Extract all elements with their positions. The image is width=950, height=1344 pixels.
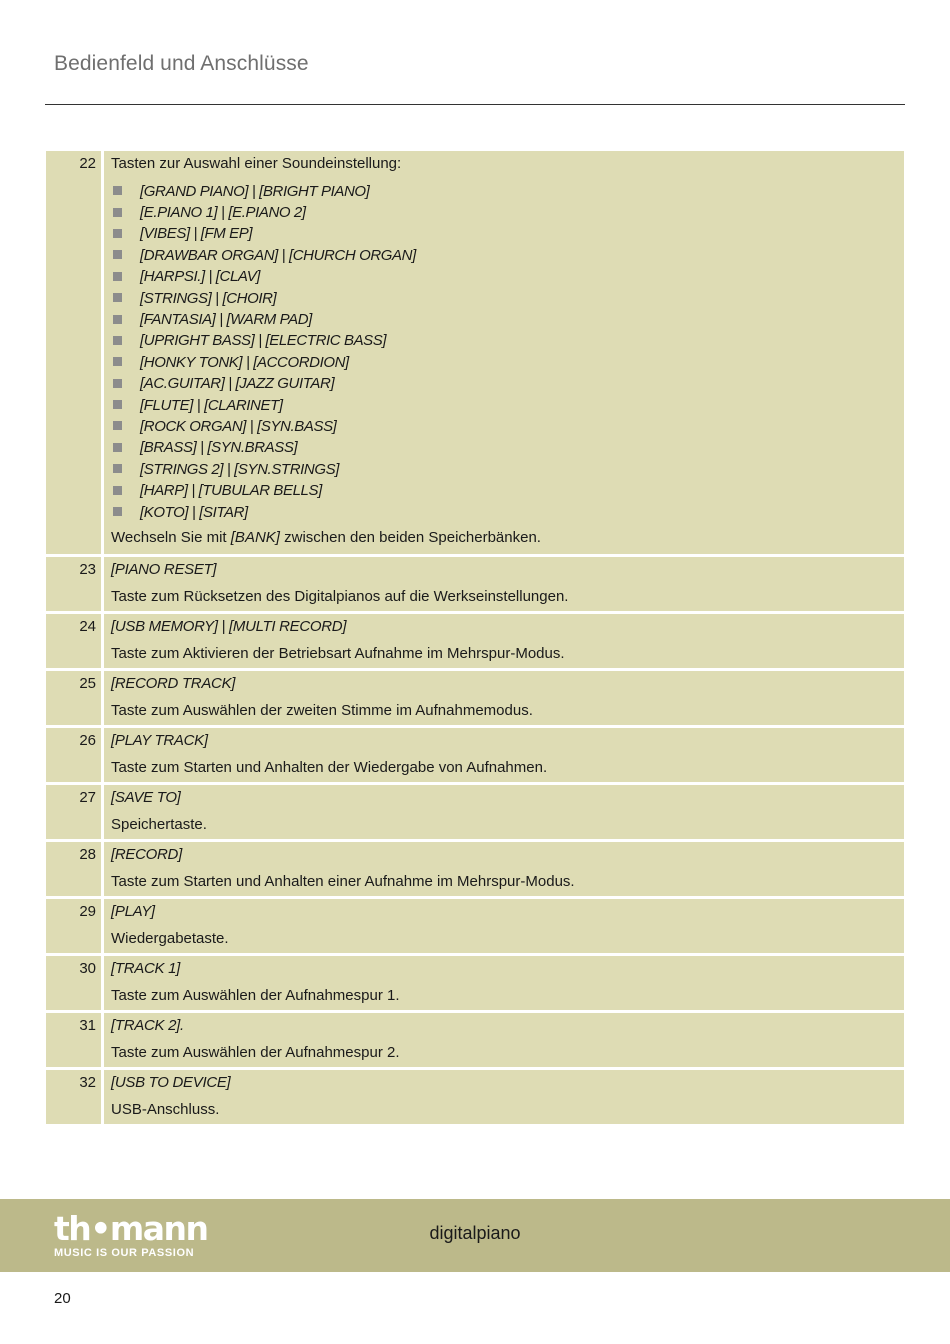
row-description (104, 671, 904, 725)
sound-button-label: [AC.GUITAR] | [JAZZ GUITAR] (140, 375, 335, 393)
button-key-label: [PLAY] (111, 903, 155, 921)
button-description: Taste zum Starten und Anhalten einer Aufnahme im Mehrspur-Modus. (111, 873, 575, 891)
sound-button-item (111, 288, 896, 309)
sound-button-label: [FANTASIA] | [WARM PAD] (140, 311, 312, 329)
sound-button-list (111, 181, 896, 523)
sound-button-item (111, 224, 896, 245)
button-description: Taste zum Auswählen der Aufnahmespur 2. (111, 1044, 400, 1062)
button-key-label: [USB MEMORY] | [MULTI RECORD] (111, 618, 347, 636)
row-description (104, 1013, 904, 1067)
row-number: 32 (46, 1070, 101, 1124)
button-key-label: [RECORD] (111, 846, 182, 864)
button-description: USB-Anschluss. (111, 1101, 220, 1119)
button-key-label: [USB TO DEVICE] (111, 1074, 231, 1092)
square-bullet-icon (113, 421, 122, 430)
table-row (46, 728, 904, 782)
square-bullet-icon (113, 315, 122, 324)
logo-wordmark: th•mann (54, 1209, 208, 1248)
sound-button-item (111, 267, 896, 288)
sound-button-label: [DRAWBAR ORGAN] | [CHURCH ORGAN] (140, 246, 416, 264)
square-bullet-icon (113, 464, 122, 473)
sound-button-label: [E.PIANO 1] | [E.PIANO 2] (140, 204, 306, 222)
sound-button-label: [HONKY TONK] | [ACCORDION] (140, 353, 349, 371)
table-row (46, 151, 904, 554)
sound-button-label: [ROCK ORGAN] | [SYN.BASS] (140, 417, 337, 435)
row-description (104, 956, 904, 1010)
row-description (104, 728, 904, 782)
square-bullet-icon (113, 186, 122, 195)
button-description: Taste zum Auswählen der zweiten Stimme im Aufnahmemodus. (111, 702, 533, 720)
square-bullet-icon (113, 443, 122, 452)
square-bullet-icon (113, 379, 122, 388)
sound-button-label: [STRINGS] | [CHOIR] (140, 289, 277, 307)
row-number: 29 (46, 899, 101, 953)
table-row (46, 1070, 904, 1124)
product-name: digitalpiano (429, 1223, 521, 1243)
table-row (46, 899, 904, 953)
button-description: Taste zum Aktivieren der Betriebsart Aufnahme im Mehrspur-Modus. (111, 645, 565, 663)
row-description (104, 614, 904, 668)
button-key-label: [PIANO RESET] (111, 561, 217, 579)
sound-button-item (111, 202, 896, 223)
square-bullet-icon (113, 229, 122, 238)
sound-button-item (111, 395, 896, 416)
sound-button-item (111, 245, 896, 266)
button-key-label: [RECORD TRACK] (111, 675, 236, 693)
sound-button-item (111, 416, 896, 437)
table-row (46, 842, 904, 896)
table-row (46, 956, 904, 1010)
sound-button-label: [UPRIGHT BASS] | [ELECTRIC BASS] (140, 332, 387, 350)
square-bullet-icon (113, 400, 122, 409)
table-row (46, 785, 904, 839)
row-description (104, 899, 904, 953)
square-bullet-icon (113, 272, 122, 281)
sound-select-intro: Tasten zur Auswahl einer Soundeinstellung: (111, 155, 402, 172)
sound-button-item (111, 309, 896, 330)
table-row (46, 557, 904, 611)
row-description (104, 557, 904, 611)
page-number: 20 (54, 1290, 71, 1307)
sound-button-label: [KOTO] | [SITAR] (140, 503, 248, 521)
button-description: Speichertaste. (111, 816, 207, 834)
row-number: 31 (46, 1013, 101, 1067)
button-description: Wiedergabetaste. (111, 930, 229, 948)
row-number: 28 (46, 842, 101, 896)
controls-table (46, 151, 904, 1124)
row-number: 25 (46, 671, 101, 725)
square-bullet-icon (113, 293, 122, 302)
sound-button-item (111, 502, 896, 523)
sound-button-label: [HARP] | [TUBULAR BELLS] (140, 482, 322, 500)
sound-button-label: [GRAND PIANO] | [BRIGHT PIANO] (140, 182, 370, 200)
logo-tagline: MUSIC IS OUR PASSION (54, 1247, 195, 1259)
table-row (46, 1013, 904, 1067)
sound-button-label: [VIBES] | [FM EP] (140, 225, 253, 243)
button-key-label: [TRACK 2]. (111, 1017, 184, 1035)
button-key-label: [TRACK 1] (111, 960, 180, 978)
row-number: 27 (46, 785, 101, 839)
square-bullet-icon (113, 208, 122, 217)
row-description (104, 151, 904, 554)
sound-button-label: [HARPSI.] | [CLAV] (140, 268, 261, 286)
bank-switch-note (111, 528, 896, 548)
sound-button-label: [STRINGS 2] | [SYN.STRINGS] (140, 460, 339, 478)
button-description: Taste zum Starten und Anhalten der Wiedergabe von Aufnahmen. (111, 759, 548, 777)
row-description (104, 785, 904, 839)
row-description (104, 842, 904, 896)
page-header-title: Bedienfeld und Anschlüsse (54, 52, 309, 75)
row-number: 23 (46, 557, 101, 611)
square-bullet-icon (113, 250, 122, 259)
row-number: 26 (46, 728, 101, 782)
page-footer (0, 1199, 950, 1272)
row-number: 22 (46, 151, 101, 554)
sound-button-item (111, 331, 896, 352)
button-key-label: [PLAY TRACK] (111, 732, 208, 750)
button-description: Taste zum Auswählen der Aufnahmespur 1. (111, 987, 400, 1005)
sound-button-item (111, 181, 896, 202)
sound-button-item (111, 352, 896, 373)
square-bullet-icon (113, 357, 122, 366)
sound-button-item (111, 374, 896, 395)
header-divider (45, 104, 905, 105)
square-bullet-icon (113, 486, 122, 495)
button-key-label: [SAVE TO] (111, 789, 181, 807)
sound-button-item (111, 459, 896, 480)
square-bullet-icon (113, 336, 122, 345)
bank-key-label: [BANK] (230, 529, 280, 547)
row-number: 24 (46, 614, 101, 668)
bank-note-post: zwischen den beiden Speicherbänken. (279, 529, 541, 547)
bank-note-pre: Wechseln Sie mit (111, 529, 231, 547)
sound-button-item (111, 480, 896, 501)
row-number: 30 (46, 956, 101, 1010)
table-row (46, 671, 904, 725)
button-description: Taste zum Rücksetzen des Digitalpianos auf die Werkseinstellungen. (111, 588, 569, 606)
square-bullet-icon (113, 507, 122, 516)
sound-button-label: [FLUTE] | [CLARINET] (140, 396, 283, 414)
sound-button-label: [BRASS] | [SYN.BRASS] (140, 439, 298, 457)
table-row (46, 614, 904, 668)
row-description (104, 1070, 904, 1124)
sound-button-item (111, 438, 896, 459)
